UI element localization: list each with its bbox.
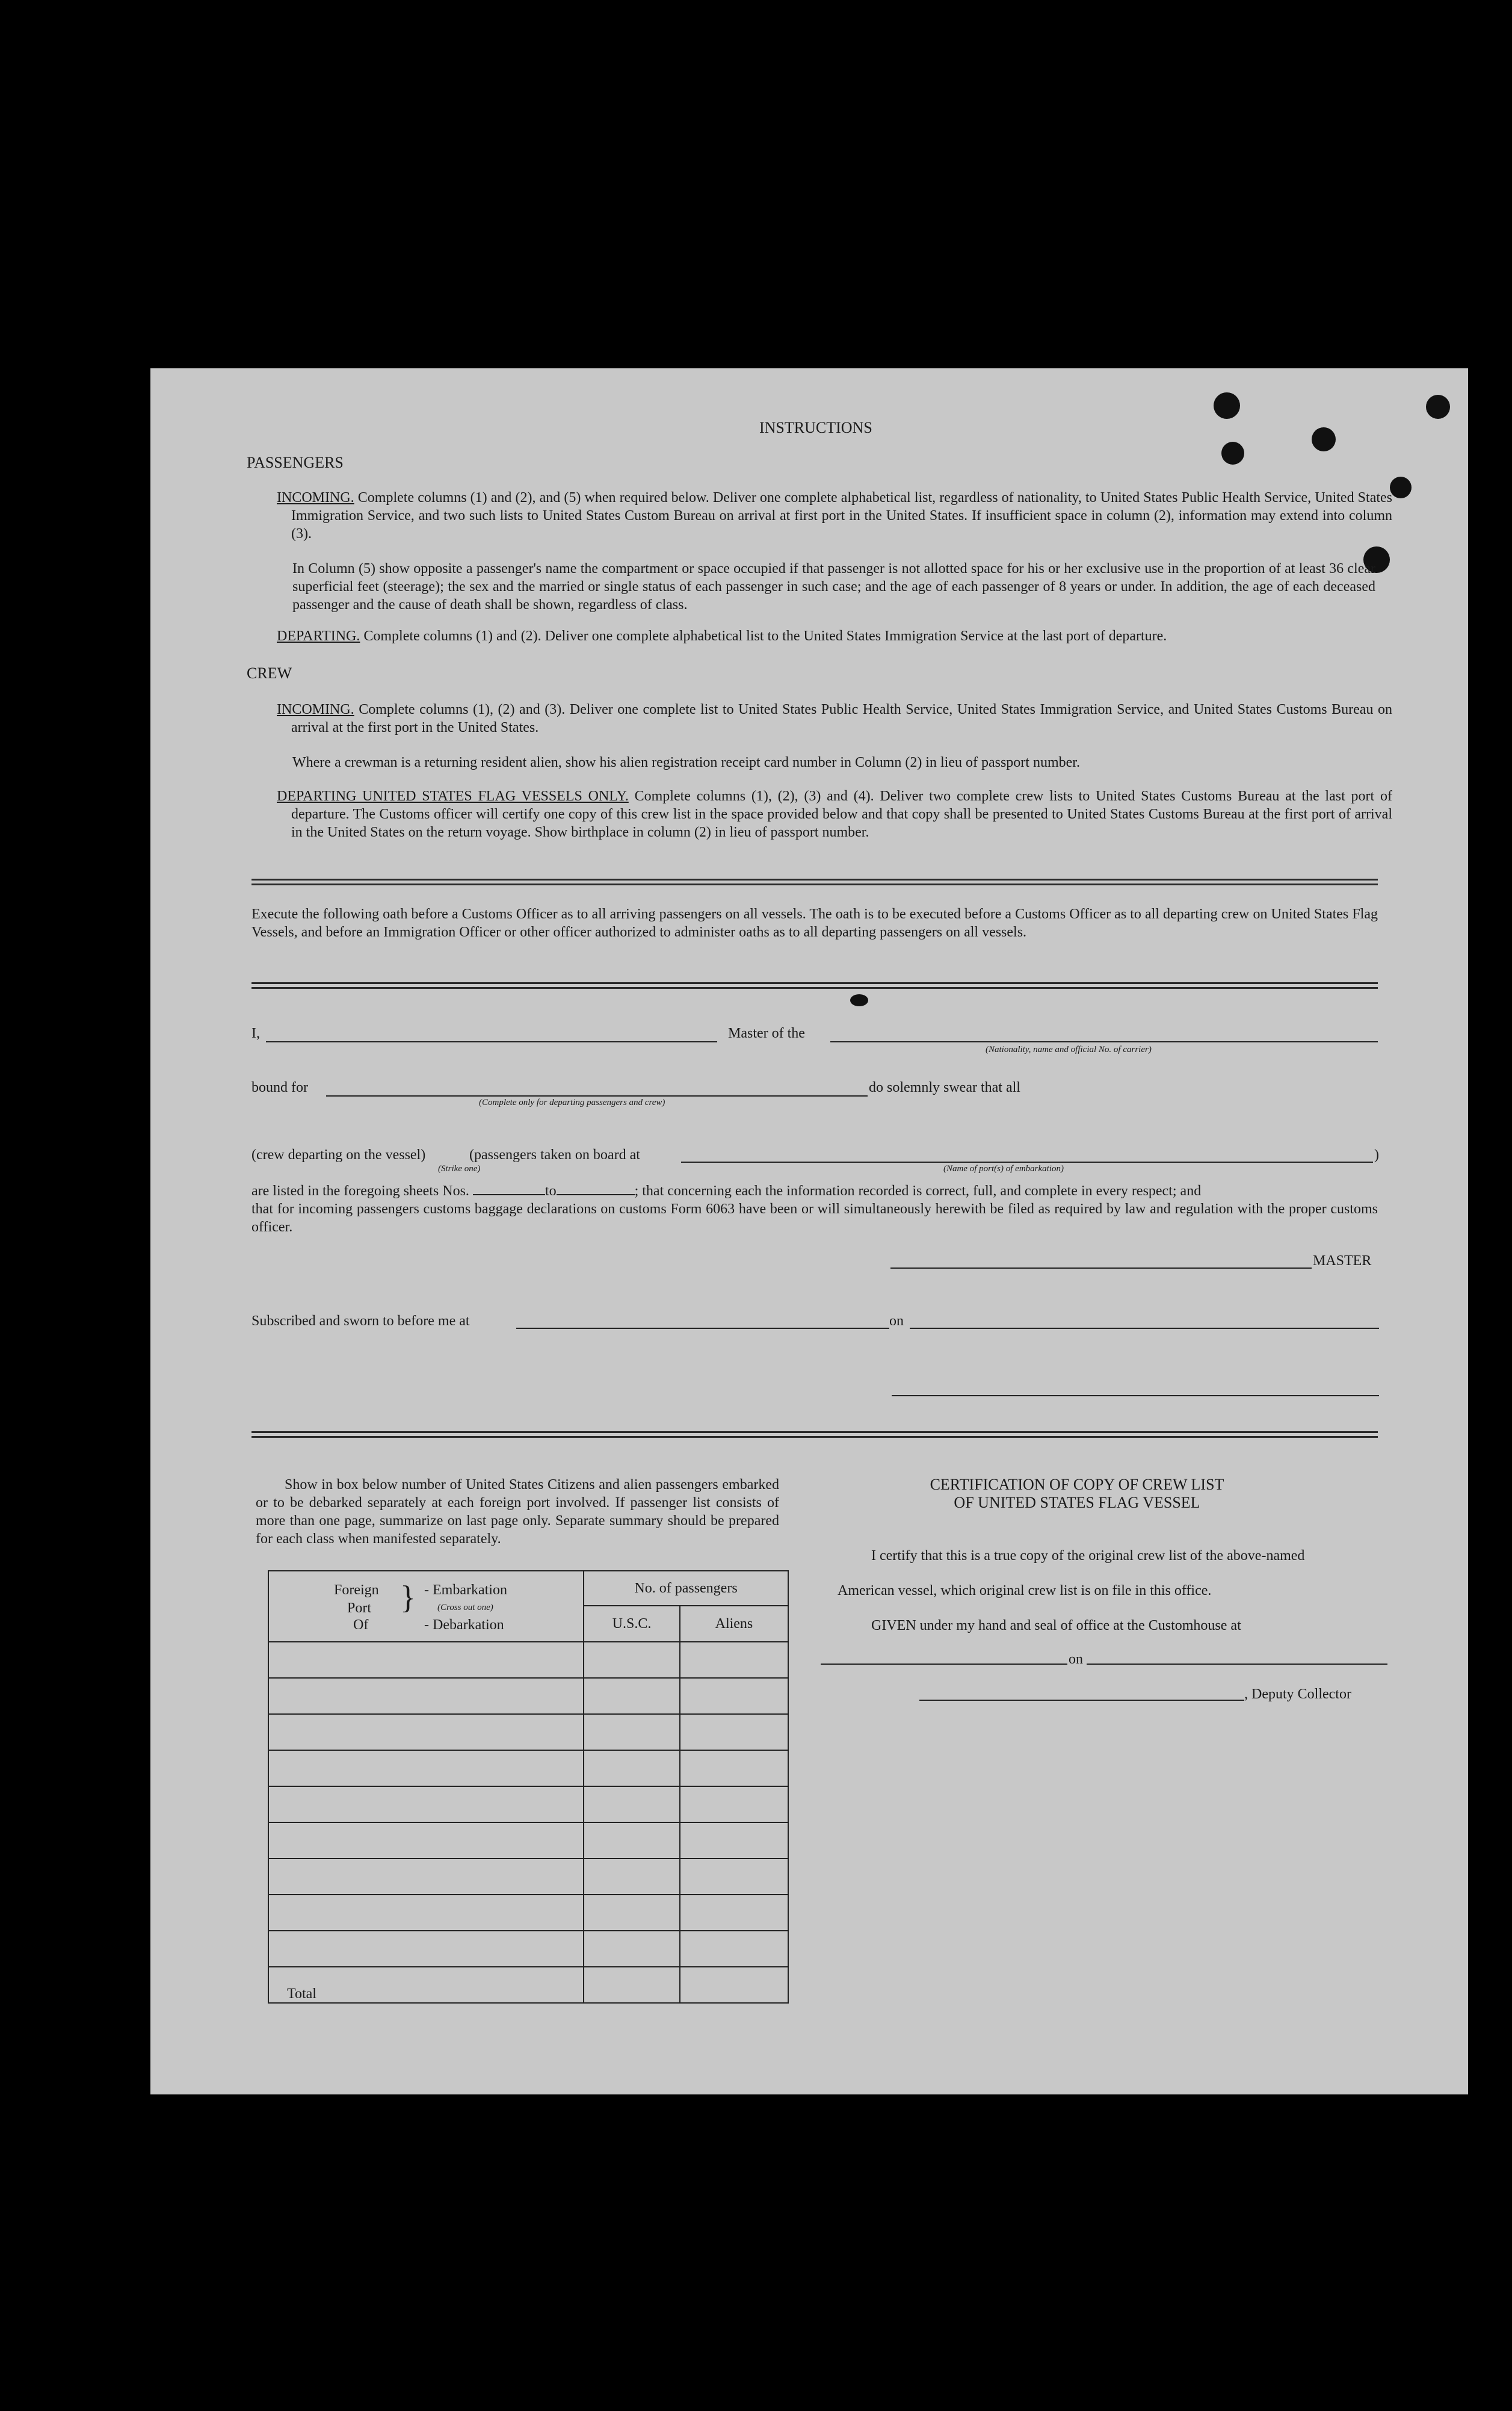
ink-blot xyxy=(1312,427,1336,451)
crew-departing-option: (crew departing on the vessel) xyxy=(251,1147,426,1163)
passengers-departing-label: DEPARTING. xyxy=(277,628,360,644)
passengers-departing-text: Complete columns (1) and (2). Deliver one complete alphabetical list to the United States Immigration Service at the last port of departure. xyxy=(363,628,1167,644)
close-paren: ) xyxy=(1374,1147,1379,1163)
table-row[interactable] xyxy=(268,1786,788,1822)
ink-blot xyxy=(1426,395,1450,419)
officer-signature-field[interactable] xyxy=(892,1395,1379,1396)
cross-out-caption: (Cross out one) xyxy=(437,1603,493,1612)
ink-blot xyxy=(1214,392,1240,419)
aliens-header: Aliens xyxy=(680,1606,788,1642)
carrier-field[interactable] xyxy=(830,1041,1378,1042)
table-row[interactable] xyxy=(268,1750,788,1786)
ink-blot xyxy=(1221,442,1244,465)
certification-heading-1: CERTIFICATION OF COPY OF CREW LIST xyxy=(930,1476,1224,1493)
nationality-caption: (Nationality, name and official No. of carrier) xyxy=(986,1045,1152,1054)
port-header-cell xyxy=(268,1571,584,1642)
divider xyxy=(251,1436,1378,1438)
deputy-collector-label: , Deputy Collector xyxy=(1244,1686,1351,1702)
deputy-signature-field[interactable] xyxy=(919,1700,1244,1701)
sworn-on-label: on xyxy=(889,1313,904,1329)
passengers-departing xyxy=(277,627,1378,645)
customhouse-field[interactable] xyxy=(821,1664,1067,1665)
table-row[interactable] xyxy=(268,1931,788,1967)
brace-icon: } xyxy=(400,1579,416,1615)
foreign-label: Foreign xyxy=(334,1582,379,1598)
master-signature-field[interactable] xyxy=(890,1267,1312,1269)
passengers-incoming-text: Complete columns (1) and (2), and (5) when required below. Deliver one complete alphabetical list, regardless of nationality, to United States Public Health Service, United States Immigration Service, and two such lists to United States Custom Bureau on arrival at first port in the United States. If insufficient space in column (2), information may extend into column (3). xyxy=(291,490,1393,542)
summary-instructions: Show in box below number of United States Citizens and alien passengers embarked or to be debarked separately at each foreign port involved. If passenger list consists of more than one page, summarize on last page only. Separate summary should be prepared for each class when manifested separately. xyxy=(256,1477,779,1547)
master-of-the-label: Master of the xyxy=(728,1026,805,1041)
table-row[interactable] xyxy=(268,1714,788,1750)
page-title: INSTRUCTIONS xyxy=(759,419,872,436)
port-label: Port xyxy=(347,1600,372,1616)
crew-incoming-label: INCOMING. xyxy=(277,702,354,717)
passengers-heading: PASSENGERS xyxy=(247,454,344,471)
crew-incoming xyxy=(277,701,1392,737)
ports-caption: (Name of port(s) of embarkation) xyxy=(943,1164,1064,1174)
form-page xyxy=(150,368,1468,2094)
total-label: Total xyxy=(268,1967,584,2003)
certification-on-label: on xyxy=(1069,1651,1083,1667)
table-row[interactable] xyxy=(268,1822,788,1859)
crew-incoming-text: Complete columns (1), (2) and (3). Deliver one complete list to United States Public Health Service, United States Immigration Service, and United States Customs Bureau on arrival at the first port in the United States. xyxy=(291,702,1393,735)
usc-header: U.S.C. xyxy=(584,1606,680,1642)
sheet-to-field[interactable] xyxy=(557,1194,635,1195)
no-passengers-header: No. of passengers xyxy=(584,1571,788,1606)
table-row[interactable] xyxy=(268,1642,788,1678)
sworn-date-field[interactable] xyxy=(910,1328,1379,1329)
ink-blot xyxy=(850,994,868,1006)
divider xyxy=(251,1431,1378,1433)
certification-line-2: American vessel, which original crew list is on file in this office. xyxy=(838,1583,1212,1599)
divider xyxy=(251,987,1378,989)
passengers-column5: In Column (5) show opposite a passenger's name the compartment or space occupied if that passenger is not allotted space for his or her exclusive use in the proportion of at least 36 clear superficial feet (steerage); the sex and the married or single status of each passenger in such case; and the age of each passenger of 8 years or under. In addition, the age of each deceased passenger and the cause of death shall be shown, regardless of class. xyxy=(292,561,1375,613)
divider xyxy=(251,982,1378,984)
crew-resident: Where a crewman is a returning resident alien, show his alien registration receipt card number in Column (2) in lieu of passport number. xyxy=(292,755,1080,770)
crew-departing-text: Complete columns (1), (2), (3) and (4). Deliver two complete crew lists to United States Customs Bureau at the last port of departure. The Customs officer will certify one copy of this crew list in the space provided below and that copy shall be presented to United States Customs Bureau at the first port of arrival in the United States on the return voyage. Show birthplace in column (2) in lieu of passport number. xyxy=(291,788,1392,840)
sworn-place-field[interactable] xyxy=(516,1328,889,1329)
bound-for-label: bound for xyxy=(251,1080,308,1095)
ink-blot xyxy=(1390,477,1412,498)
certification-date-field[interactable] xyxy=(1087,1664,1387,1665)
listed-rest: that for incoming passengers customs baggage declarations on customs Form 6063 have been or will simultaneously herewith be filed as required by law and regulation with the proper customs officer. xyxy=(251,1201,1378,1235)
bound-for-field[interactable] xyxy=(326,1095,868,1097)
table-row[interactable] xyxy=(268,1895,788,1931)
to-label: to xyxy=(545,1183,557,1199)
certification-line-3: GIVEN under my hand and seal of office at the Customhouse at xyxy=(871,1618,1241,1633)
master-name-field[interactable] xyxy=(266,1041,717,1042)
listed-suffix: ; that concerning each the information recorded is correct, full, and complete in every respect; and xyxy=(634,1183,1202,1199)
debarkation-label: - Debarkation xyxy=(424,1617,504,1633)
embarkation-label: - Embarkation xyxy=(424,1582,507,1598)
crew-departing xyxy=(277,787,1392,841)
master-label: MASTER xyxy=(1313,1253,1372,1269)
passengers-incoming-label: INCOMING. xyxy=(277,490,354,506)
of-label: Of xyxy=(353,1617,369,1633)
do-swear-label: do solemnly swear that all xyxy=(869,1080,1020,1095)
table-row[interactable] xyxy=(268,1859,788,1895)
listed-line xyxy=(251,1182,1201,1200)
subscribed-label: Subscribed and sworn to before me at xyxy=(251,1313,470,1329)
table-header-row xyxy=(268,1571,788,1606)
divider xyxy=(251,884,1378,885)
total-row[interactable] xyxy=(268,1967,788,2003)
certification-heading-2: OF UNITED STATES FLAG VESSEL xyxy=(954,1494,1200,1511)
crew-departing-label: DEPARTING UNITED STATES FLAG VESSELS ONLY. xyxy=(277,788,629,804)
oath-intro: Execute the following oath before a Customs Officer as to all arriving passengers on all vessels. The oath is to be executed before a Customs Officer as to all departing crew on United States Flag Vessels, and before an Immigration Officer or other officer authorized to administer oaths as to all departing passengers on all vessels. xyxy=(251,906,1378,940)
ports-field[interactable] xyxy=(681,1162,1373,1163)
crew-heading: CREW xyxy=(247,664,292,682)
passengers-incoming xyxy=(277,489,1392,543)
strike-caption: (Strike one) xyxy=(438,1164,481,1174)
passengers-taken-option: (passengers taken on board at xyxy=(469,1147,640,1163)
sheet-from-field[interactable] xyxy=(473,1194,545,1195)
divider xyxy=(251,879,1378,881)
oath-i: I, xyxy=(251,1026,260,1041)
complete-caption: (Complete only for departing passengers and crew) xyxy=(479,1098,665,1107)
passenger-summary-table xyxy=(268,1570,789,2004)
listed-prefix: are listed in the foregoing sheets Nos. xyxy=(251,1183,469,1199)
table-row[interactable] xyxy=(268,1678,788,1714)
certification-line-1: I certify that this is a true copy of the original crew list of the above-named xyxy=(871,1548,1305,1564)
